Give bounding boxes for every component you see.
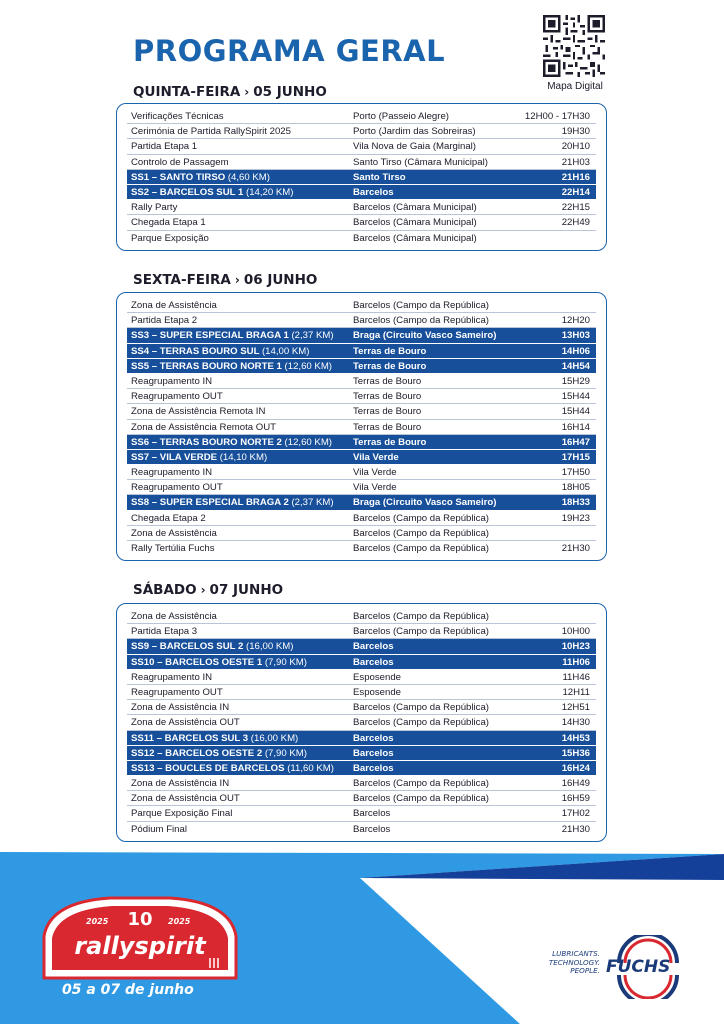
event-location: Barcelos (Campo da República) (353, 512, 489, 524)
schedule-row (127, 124, 596, 139)
schedule-row (127, 541, 596, 556)
schedule-row (127, 155, 596, 170)
event-location: Terras de Bouro (353, 360, 427, 372)
event-time: 17H50 (561, 467, 590, 479)
event-location: Vila Nova de Gaia (Marginal) (353, 141, 476, 153)
schedule-row (127, 200, 596, 215)
event-name (131, 511, 206, 526)
event-location: Terras de Bouro (353, 436, 427, 448)
stage-distance: (14,20 KM) (246, 186, 294, 198)
event-label: Reagrupamento OUT (131, 482, 223, 494)
event-time: 21H16 (561, 171, 590, 183)
svg-text:2025: 2025 (86, 917, 109, 926)
schedule-row (127, 389, 596, 404)
event-name (131, 624, 197, 639)
schedule-row (127, 806, 596, 821)
event-name (131, 776, 229, 791)
schedule-row (127, 109, 596, 124)
event-time: 22H14 (561, 186, 590, 198)
schedule-row (127, 215, 596, 230)
event-label: Cerimónia de Partida RallySpirit 2025 (131, 126, 291, 138)
event-label: Parque Exposição (131, 232, 209, 244)
event-time: 10H23 (561, 641, 590, 653)
event-name (131, 450, 267, 465)
tagline-line: LUBRICANTS. (552, 949, 600, 958)
stage-distance: (16,00 KM) (246, 641, 294, 653)
event-location: Braga (Circuito Vasco Sameiro) (353, 330, 497, 342)
event-name (131, 109, 224, 124)
event-name (131, 541, 215, 556)
event-time: 13H03 (561, 330, 590, 342)
event-label: Controlo de Passagem (131, 156, 229, 168)
event-name (131, 746, 307, 761)
event-time: 19H30 (561, 126, 590, 138)
event-name (131, 806, 232, 821)
event-name (131, 609, 217, 624)
special-stage-row (127, 746, 596, 761)
event-name (131, 435, 332, 450)
chevron-right-icon: › (200, 583, 206, 597)
event-location: Santo Tirso (353, 171, 406, 183)
event-time: 20H10 (561, 141, 590, 153)
event-location: Barcelos (353, 762, 394, 774)
event-location: Terras de Bouro (353, 421, 422, 433)
event-location: Vila Verde (353, 482, 397, 494)
event-name (131, 124, 291, 139)
qr-code-icon[interactable] (543, 15, 605, 77)
event-label: Reagrupamento IN (131, 671, 213, 683)
event-label: SS10 – BARCELOS OESTE 1 (131, 656, 263, 668)
event-time: 22H15 (561, 202, 590, 214)
event-location: Barcelos (Campo da República) (353, 543, 489, 554)
schedule-row (127, 313, 596, 328)
event-label: Chegada Etapa 2 (131, 512, 206, 524)
event-label: SS11 – BARCELOS SUL 3 (131, 732, 249, 744)
event-name (131, 420, 276, 435)
event-location: Vila Verde (353, 467, 397, 479)
stage-distance: (4,60 KM) (227, 171, 270, 183)
event-label: SS13 – BOUCLES DE BARCELOS (131, 762, 285, 774)
event-location: Terras de Bouro (353, 391, 422, 403)
event-time: 15H44 (561, 406, 590, 418)
chevron-right-icon: › (244, 85, 250, 99)
event-location: Barcelos (Campo da República) (353, 778, 489, 790)
schedule-row (127, 511, 596, 526)
schedule-table (116, 103, 607, 251)
schedule-row (127, 420, 596, 435)
special-stage-row (127, 639, 596, 654)
stage-distance: (14,00 KM) (261, 345, 310, 357)
event-label: Pódium Final (131, 823, 187, 835)
event-name (131, 170, 270, 185)
event-time: 16H49 (561, 778, 590, 790)
event-name (131, 715, 240, 730)
event-location: Porto (Jardim das Sobreiras) (353, 126, 476, 138)
event-label: Reagrupamento OUT (131, 686, 223, 698)
event-name (131, 200, 177, 215)
event-time: 12H11 (562, 686, 590, 698)
event-label: SS3 – SUPER ESPECIAL BRAGA 1 (131, 330, 289, 342)
event-label: SS7 – VILA VERDE (131, 451, 218, 463)
event-location: Barcelos (353, 186, 394, 198)
event-name (131, 139, 197, 154)
event-label: Zona de Assistência OUT (131, 717, 240, 729)
event-name (131, 731, 298, 746)
event-name (131, 231, 209, 246)
event-label: Verificações Técnicas (131, 111, 224, 122)
event-time: 19H23 (561, 512, 590, 524)
event-time: 16H59 (561, 793, 590, 805)
schedule-row (127, 715, 596, 730)
schedule-row (127, 685, 596, 700)
schedule-table (116, 292, 607, 561)
event-time: 14H54 (561, 360, 590, 372)
event-label: Zona de Assistência IN (131, 702, 230, 714)
event-name (131, 328, 334, 343)
svg-text:10: 10 (127, 909, 153, 930)
event-label: Zona de Assistência Remota OUT (131, 421, 277, 433)
event-time: 18H33 (561, 497, 590, 509)
event-time: 17H02 (561, 808, 590, 820)
event-location: Barcelos (353, 732, 394, 744)
event-time: 18H05 (561, 482, 590, 494)
event-label: Zona de Assistência IN (131, 778, 230, 790)
event-label: SS5 – TERRAS BOURO NORTE 1 (131, 360, 282, 372)
event-dates: 05 a 07 de junho (62, 982, 194, 998)
event-name (131, 791, 240, 806)
event-label: Reagrupamento OUT (131, 391, 223, 403)
event-label: Partida Etapa 3 (131, 626, 198, 638)
event-location: Barcelos (Campo da República) (353, 626, 489, 638)
event-location: Barcelos (Câmara Municipal) (353, 202, 477, 214)
event-name (131, 465, 212, 480)
event-location: Barcelos (Campo da República) (353, 527, 489, 539)
event-location: Barcelos (353, 823, 391, 835)
stage-distance: (2,37 KM) (291, 497, 334, 509)
schedule-row (127, 526, 596, 541)
event-time: 22H49 (561, 217, 590, 229)
event-location: Barcelos (Câmara Municipal) (353, 217, 477, 229)
event-location: Barcelos (Campo da República) (353, 702, 489, 714)
schedule-row (127, 700, 596, 715)
event-time: 10H00 (561, 626, 590, 638)
event-name (131, 298, 217, 313)
special-stage-row (127, 359, 596, 374)
event-label: Zona de Assistência Remota IN (131, 406, 266, 418)
event-time: 16H14 (561, 421, 590, 433)
event-name (131, 822, 187, 837)
stage-distance: (11,60 KM) (287, 762, 334, 774)
chevron-right-icon: › (234, 273, 240, 287)
special-stage-row (127, 450, 596, 465)
event-time: 15H36 (561, 747, 590, 759)
event-location: Barcelos (Campo da República) (353, 793, 489, 805)
event-location: Barcelos (353, 641, 394, 653)
special-stage-row (127, 435, 596, 450)
event-label: Rally Tertúlia Fuchs (131, 543, 215, 554)
stage-distance: (12,60 KM) (284, 436, 333, 448)
event-name (131, 526, 217, 541)
event-label: Zona de Assistência (131, 300, 217, 311)
schedule-row (127, 670, 596, 685)
event-label: SS2 – BARCELOS SUL 1 (131, 186, 244, 198)
event-time: 21H30 (561, 543, 590, 554)
event-name (131, 480, 223, 495)
event-time: 12H51 (561, 702, 590, 714)
event-time: 16H24 (561, 762, 590, 774)
event-label: Zona de Assistência (131, 611, 217, 622)
sponsor-tagline (520, 950, 600, 976)
day-heading (133, 272, 317, 288)
day-heading (133, 582, 283, 598)
svg-text:rallyspirit: rallyspirit (74, 932, 206, 960)
event-name (131, 215, 206, 230)
event-label: SS4 – TERRAS BOURO SUL (131, 345, 260, 357)
special-stage-row (127, 655, 596, 670)
schedule-row (127, 791, 596, 806)
event-location: Esposende (353, 671, 402, 683)
event-location: Vila Verde (353, 451, 399, 463)
special-stage-row (127, 170, 596, 185)
event-time: 15H29 (561, 375, 590, 387)
event-name (131, 374, 212, 389)
rallyspirit-logo (40, 892, 240, 982)
event-time: 11H46 (562, 671, 590, 683)
day-date: 07 JUNHO (209, 582, 284, 598)
schedule-row (127, 139, 596, 154)
special-stage-row (127, 761, 596, 776)
day-heading (133, 84, 327, 100)
event-location: Esposende (353, 686, 402, 698)
event-location: Barcelos (353, 747, 394, 759)
event-name (131, 685, 223, 700)
event-time: 11H06 (562, 656, 590, 668)
schedule-row (127, 404, 596, 419)
day-date: 06 JUNHO (243, 272, 318, 288)
event-location: Barcelos (Campo da República) (353, 717, 489, 729)
event-label: Chegada Etapa 1 (131, 217, 206, 229)
schedule-row (127, 465, 596, 480)
event-time: 15H44 (561, 391, 590, 403)
schedule-row (127, 624, 596, 639)
day-name: SEXTA-FEIRA (133, 272, 231, 288)
event-name (131, 670, 212, 685)
stage-distance: (7,90 KM) (264, 747, 307, 759)
event-label: SS12 – BARCELOS OESTE 2 (131, 747, 263, 759)
event-location: Barcelos (Campo da República) (353, 300, 489, 311)
schedule-row (127, 298, 596, 313)
day-name: QUINTA-FEIRA (133, 84, 241, 100)
event-label: Reagrupamento IN (131, 467, 213, 479)
special-stage-row (127, 495, 596, 510)
event-location: Barcelos (353, 656, 394, 668)
event-label: SS1 – SANTO TIRSO (131, 171, 226, 183)
event-label: Zona de Assistência (131, 527, 217, 539)
stage-distance: (14,10 KM) (219, 451, 268, 463)
event-name (131, 700, 229, 715)
event-time: 21H03 (561, 156, 590, 168)
event-name (131, 495, 334, 510)
page-title: PROGRAMA GERAL (133, 34, 446, 68)
event-name (131, 639, 293, 654)
event-time: 17H15 (561, 451, 590, 463)
event-label: Reagrupamento IN (131, 375, 213, 387)
day-name: SÁBADO (133, 582, 197, 598)
event-label: SS8 – SUPER ESPECIAL BRAGA 2 (131, 497, 289, 509)
sponsor-name: FUCHS (606, 957, 671, 977)
event-location: Terras de Bouro (353, 345, 427, 357)
qr-caption: Mapa Digital (547, 81, 603, 92)
schedule-row (127, 480, 596, 495)
special-stage-row (127, 344, 596, 359)
event-location: Barcelos (Campo da República) (353, 611, 489, 622)
event-label: SS9 – BARCELOS SUL 2 (131, 641, 244, 653)
event-time: 14H06 (561, 345, 590, 357)
svg-text:2025: 2025 (168, 917, 191, 926)
event-time: 12H20 (561, 315, 590, 327)
event-label: SS6 – TERRAS BOURO NORTE 2 (131, 436, 282, 448)
schedule-table (116, 603, 607, 842)
event-name (131, 344, 309, 359)
special-stage-row (127, 185, 596, 200)
event-location: Terras de Bouro (353, 375, 422, 387)
stage-distance: (12,60 KM) (284, 360, 333, 372)
tagline-line: TECHNOLOGY. (548, 957, 600, 967)
schedule-row (127, 374, 596, 389)
event-time: 21H30 (561, 823, 590, 835)
event-label: Partida Etapa 2 (131, 315, 198, 327)
event-location: Barcelos (Campo da República) (353, 315, 489, 327)
event-label: Rally Party (131, 202, 178, 214)
tagline-line: PEOPLE. (570, 966, 600, 975)
schedule-row (127, 822, 596, 837)
schedule-row (127, 231, 596, 246)
event-location: Barcelos (Câmara Municipal) (353, 232, 477, 244)
event-name (131, 185, 293, 200)
event-location: Terras de Bouro (353, 406, 422, 418)
schedule-row (127, 609, 596, 624)
event-location: Braga (Circuito Vasco Sameiro) (353, 497, 497, 509)
event-location: Barcelos (353, 808, 391, 820)
event-name (131, 761, 334, 776)
event-time: 16H47 (561, 436, 590, 448)
event-label: Partida Etapa 1 (131, 141, 198, 153)
schedule-row (127, 776, 596, 791)
event-name (131, 155, 229, 170)
event-location: Porto (Passeio Alegre) (353, 111, 449, 122)
event-label: Parque Exposição Final (131, 808, 233, 820)
special-stage-row (127, 731, 596, 746)
event-label: Zona de Assistência OUT (131, 793, 240, 805)
stage-distance: (2,37 KM) (291, 330, 334, 342)
event-name (131, 655, 307, 670)
stage-distance: (7,90 KM) (264, 656, 307, 668)
event-name (131, 313, 197, 328)
event-time: 14H53 (561, 732, 590, 744)
event-name (131, 389, 223, 404)
stage-distance: (16,00 KM) (250, 732, 299, 744)
day-date: 05 JUNHO (253, 84, 327, 100)
event-time: 12H00 - 17H30 (524, 111, 590, 122)
event-location: Santo Tirso (Câmara Municipal) (353, 156, 488, 168)
event-name (131, 359, 332, 374)
event-name (131, 404, 265, 419)
special-stage-row (127, 328, 596, 343)
event-time: 14H30 (561, 717, 590, 729)
